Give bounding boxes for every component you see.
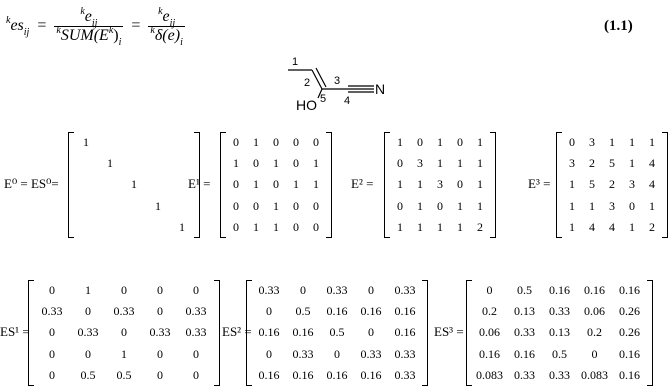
matrix-cell: 1 [589,198,595,213]
matrix-cell: 0 [293,135,299,150]
matrix-right-bracket [214,280,220,386]
matrix-cell: 0.5 [329,325,345,340]
atom-label-5: 5 [320,93,327,105]
matrix-cell: 2 [589,156,595,171]
matrix-right-bracket [326,132,332,238]
matrix-cell: 0.33 [77,325,99,340]
matrix-cell: 1 [629,156,635,171]
matrix-cell [74,174,98,195]
matrix-cell: 0 [266,346,272,361]
matrix-cell: 1 [121,346,127,361]
matrix-cell [170,132,194,153]
matrix-cell [146,217,170,238]
matrix-cell: 0 [233,219,239,234]
matrix-cell: 1 [457,219,463,234]
matrix-cell: 1 [155,198,161,213]
matrix-cell: 0.16 [394,325,416,340]
atom-label-1: 1 [292,56,299,68]
matrix-cell [122,132,146,153]
matrix-cell [146,153,170,174]
matrix-cell [122,217,146,238]
matrix-cell: 0.33 [113,304,135,319]
matrix-cell: 0 [486,283,493,298]
matrix-cell: 0 [397,198,403,213]
matrix-cell: 0.16 [326,367,348,382]
matrix-cell: 0.16 [326,304,348,319]
matrix-cell: 1 [477,135,483,150]
matrix-cell: 0 [121,283,127,298]
matrix-cell: 1 [233,156,239,171]
matrix-cell: 1 [477,177,483,192]
matrix-cell: 0 [266,304,272,319]
matrix-cell: 0.33 [514,367,535,382]
matrix-cell: 0.16 [514,346,535,361]
matrix-cell: 0 [253,156,259,171]
matrix-cell: 1 [397,135,403,150]
matrix-cell: 0 [157,346,163,361]
matrix-cell: 1 [649,135,655,150]
matrix-cell: 0.2 [587,325,602,340]
matrix-cell: 0.13 [549,325,570,340]
eq-fraction-sum: $\frac{^ke_{ij}}{^kSUM(E^k)_i}$ [56,5,122,48]
matrix-cell: 5 [589,177,595,192]
matrix-cell: 1 [569,198,575,213]
matrix-cell: 2 [609,177,615,192]
matrix-cell: 1 [313,177,319,192]
matrix-cell: 1 [477,156,483,171]
matrix-cell: 0.33 [394,367,416,382]
matrix-cell: 0.5 [116,367,132,382]
matrix-label: E⁰ = ES⁰= [4,176,59,191]
eq-sign-2: = [131,17,141,34]
matrix-cell: 2 [649,219,655,234]
matrix-cell [74,217,98,238]
matrix [556,132,668,238]
matrix-cell: 0 [313,198,319,213]
matrix-cell: 1 [397,177,403,192]
matrix-cell: 0.16 [394,304,416,319]
matrix-cell: 0 [157,304,163,319]
matrix-cell: 0 [157,283,163,298]
matrix-cell: 0.33 [360,346,382,361]
matrix-cell: 0.13 [514,304,535,319]
atom-label-3: 3 [334,75,341,87]
matrix-cell: 0.2 [482,304,497,319]
matrix-cell: 1 [649,198,655,213]
matrix-cell: 0 [233,177,239,192]
matrix-cell: 0.083 [476,367,503,382]
matrix-cell: 1 [273,198,279,213]
matrix-cell: 4 [649,156,655,171]
molecule-structure [282,54,392,114]
matrix-cell: 1 [437,156,443,171]
matrix-cell: 0.33 [326,283,348,298]
matrix-cell: 1 [569,177,575,192]
matrix-cell: 0 [313,219,319,234]
equation [6,4,185,48]
matrix-cell: 0.16 [292,367,314,382]
matrix-cell: 0 [85,304,91,319]
matrix [246,280,428,386]
matrix-cell: 0.26 [619,304,640,319]
matrix-cell: 3 [629,177,635,192]
matrix-cell: 0 [193,367,199,382]
equation-number: (1.1) [604,18,633,34]
matrix-cell: 0.16 [360,367,382,382]
matrix [68,132,200,238]
matrix-cell: 0.16 [549,283,570,298]
matrix-label: ES¹ = [0,324,30,339]
matrix-cell: 0.33 [549,367,570,382]
matrix [220,132,332,238]
matrix-cell: 1 [437,219,443,234]
matrix-cell: 0.16 [619,367,640,382]
matrix-cell: 0 [49,346,55,361]
matrix-cell: 3 [589,135,595,150]
matrix-cell: 0 [193,283,199,298]
matrix-cell: 0 [569,135,575,150]
matrix-cell: 0.5 [295,304,311,319]
matrix-cell: 0 [253,198,259,213]
matrix-cell: 0 [437,198,443,213]
matrix-cell: 1 [417,177,423,192]
matrix-cell: 0 [368,283,374,298]
matrix-cell: 1 [417,219,423,234]
matrix-cell: 1 [313,156,319,171]
matrix-cell: 0.33 [185,304,207,319]
matrix-label: ES³ = [434,324,464,339]
matrix-cell: 0.33 [394,283,416,298]
matrix-cell: 1 [83,135,89,150]
matrix-cell: 0.33 [549,304,570,319]
matrix-cell: 1 [273,156,279,171]
matrix-cell: 0.16 [584,283,605,298]
matrix-cell: 1 [457,198,463,213]
matrix-right-bracket [490,132,496,238]
matrix-cell: 1 [569,219,575,234]
matrix-cell: 0.16 [258,325,280,340]
matrix-cell: 1 [417,198,423,213]
matrix-cell: 0.33 [292,346,314,361]
matrix-cell: 0 [273,135,279,150]
matrix-cell: 0 [49,325,55,340]
matrix-cell [146,174,170,195]
matrix-cell: 0 [313,135,319,150]
matrix-label: E¹ = [188,176,211,191]
matrix [384,132,496,238]
matrix-cell [98,174,122,195]
matrix-cell: 1 [477,198,483,213]
matrix-cell: 0 [157,367,163,382]
matrix-label: ES² = [222,324,252,339]
matrix-cell: 3 [609,198,615,213]
matrix-cell: 0.5 [552,346,567,361]
matrix-cell: 1 [437,135,443,150]
matrix-cell: 0.33 [149,325,171,340]
matrix-cell: 0 [293,156,299,171]
matrix-cell: 0 [293,219,299,234]
matrix-cell: 0.083 [581,367,608,382]
atom-label-4: 4 [344,95,351,107]
matrix-label: E² = [351,176,374,191]
matrix-cell [74,153,98,174]
matrix-cell: 0.16 [619,283,640,298]
matrix-cell: 0 [273,177,279,192]
matrix-cell: 0.33 [258,283,280,298]
matrix-cell: 4 [589,219,595,234]
bond-2-5-double-b [316,68,326,87]
matrix-cell: 0 [49,283,55,298]
matrix-cell: 3 [437,177,443,192]
matrix-cell: 0 [629,198,635,213]
matrix-cell: 0 [49,367,55,382]
matrix-cell [98,217,122,238]
matrix-cell: 0.33 [185,325,207,340]
matrix-cell: 0 [334,346,340,361]
matrix-cell: 0.5 [517,283,532,298]
matrix-cell: 0.33 [41,304,63,319]
matrix-right-bracket [647,280,653,386]
matrix-cell: 0.26 [619,325,640,340]
matrix-cell: 0 [457,177,463,192]
matrix-cell: 5 [609,156,615,171]
matrix-cell: 0 [397,156,403,171]
matrix-cell: 1 [609,135,615,150]
matrix-cell: 1 [629,219,635,234]
eq-lhs: $^kes_{ij}$ [6,15,30,38]
matrix-cell: 1 [253,177,259,192]
matrix-cell [122,196,146,217]
matrix-cell [122,153,146,174]
matrix-cell [170,153,194,174]
matrix-cell: 0 [457,135,463,150]
matrix-cell: 1 [253,135,259,150]
eq-sign-1: = [37,17,47,34]
matrix-right-bracket [422,280,428,386]
matrix-cell: 1 [85,283,91,298]
nitrogen-label: N [375,81,386,97]
matrix-cell: 1 [457,156,463,171]
matrix [466,280,653,386]
matrix-cell: 1 [107,156,113,171]
matrix-cell: 0 [293,198,299,213]
matrix-cell: 3 [569,156,575,171]
matrix-cell: 0 [591,346,598,361]
matrix-cell: 0 [368,325,374,340]
matrix-cell: 4 [609,219,615,234]
matrix-right-bracket [662,132,668,238]
matrix-cell [170,196,194,217]
matrix-cell: 0.16 [479,346,500,361]
matrix [28,280,220,386]
matrix-cell: 1 [273,219,279,234]
matrix-cell: 3 [417,156,423,171]
matrix-cell [146,132,170,153]
matrix-cell: 1 [397,219,403,234]
matrix-cell: 1 [253,219,259,234]
matrix-cell: 0.16 [292,325,314,340]
matrix-cell: 0.16 [619,346,640,361]
matrix-label: E³ = [528,176,551,191]
matrix-cell [74,196,98,217]
hydroxyl-label: HO [296,97,317,113]
matrix-cell: 0.5 [80,367,96,382]
matrix-cell: 0.16 [360,304,382,319]
matrix-cell: 0 [233,135,239,150]
matrix-cell: 0 [85,346,91,361]
matrix-cell: 0.06 [479,325,500,340]
matrix-cell: 0 [121,325,127,340]
eq-fraction-delta: $\frac{^ke_{ij}}{^k\delta(e)_i}$ [150,5,183,48]
matrix-cell: 4 [649,177,655,192]
matrix-cell [98,132,122,153]
matrix-cell: 0 [193,346,199,361]
matrix-cell: 1 [293,177,299,192]
matrix-cell: 0.33 [514,325,535,340]
matrix-cell: 0 [417,135,423,150]
atom-label-2: 2 [304,77,311,89]
matrix-cell [98,196,122,217]
matrix-cell: 0 [233,198,239,213]
matrix-cell: 2 [477,219,483,234]
matrix-cell: 0.16 [258,367,280,382]
matrix-cell: 0.06 [584,304,605,319]
matrix-cell: 0.33 [394,346,416,361]
bond-2-5-double-a [312,70,322,89]
matrix-cell: 1 [629,135,635,150]
matrix-cell: 0 [300,283,306,298]
matrix-cell: 1 [179,219,185,234]
matrix-cell: 1 [131,177,137,192]
